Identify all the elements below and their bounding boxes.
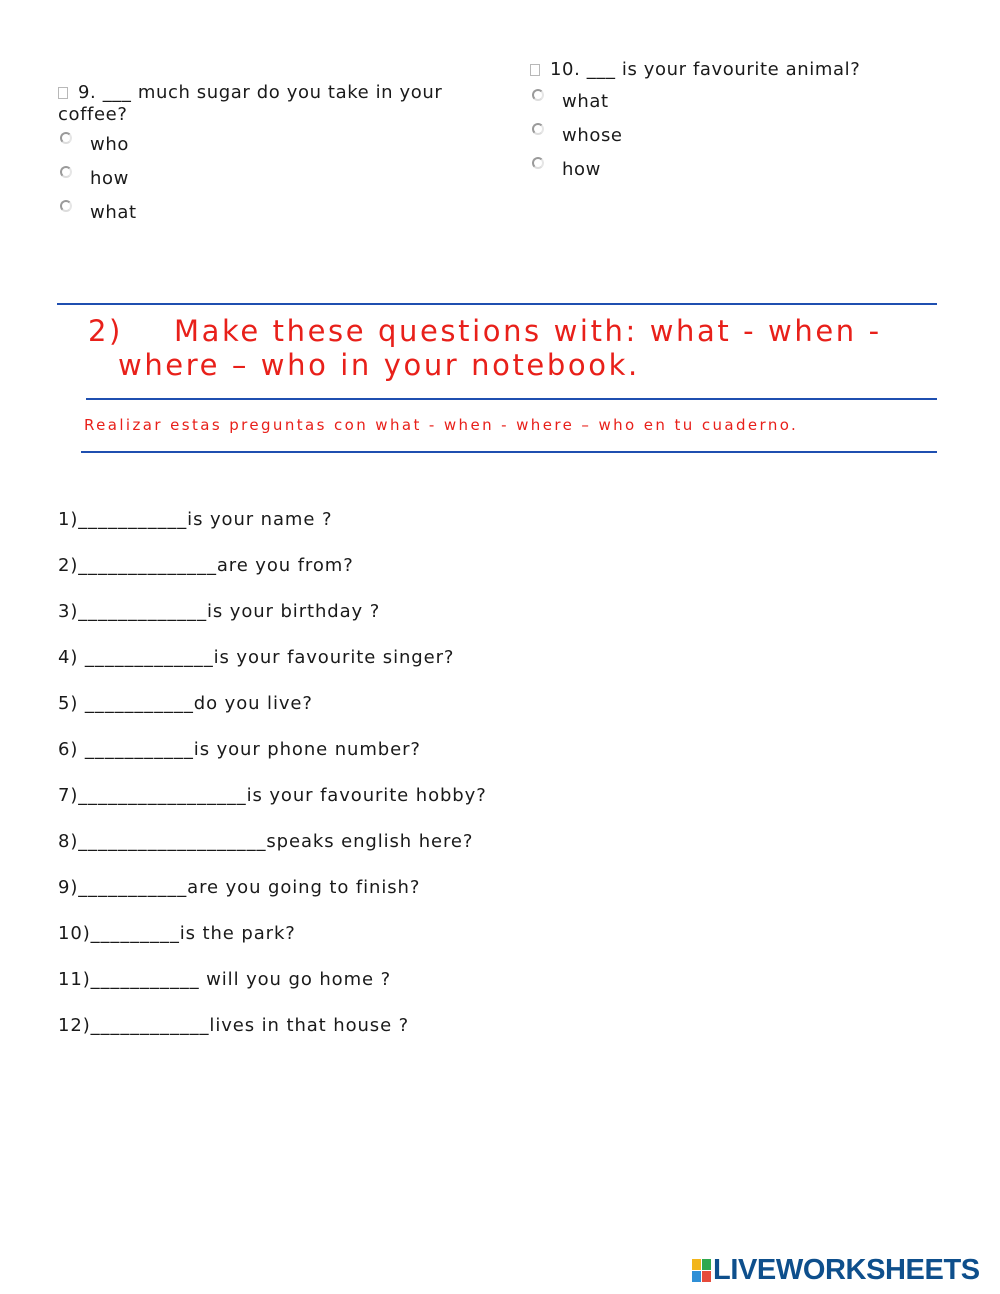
option-q10-2[interactable] <box>530 125 950 159</box>
divider-bottom <box>81 451 937 453</box>
exercise-item-4: 4) _____________is your favourite singer? <box>58 647 455 668</box>
exercise-item-12: 12)____________lives in that house ? <box>58 1015 410 1036</box>
question-9-text: 9. ___ much sugar do you take in your coffee? <box>58 82 443 125</box>
exercise-item-5: 5) ___________do you live? <box>58 693 313 714</box>
option-q9-3[interactable] <box>58 202 478 236</box>
radio-icon[interactable] <box>532 123 544 135</box>
checkbox-icon <box>58 87 68 99</box>
exercise-item-10: 10)_________is the park? <box>58 923 296 944</box>
radio-icon[interactable] <box>60 166 72 178</box>
option-q10-3[interactable] <box>530 159 950 193</box>
question-10-stem <box>530 59 950 81</box>
option-label: how <box>90 168 129 189</box>
exercise-item-6: 6) ___________is your phone number? <box>58 739 421 760</box>
divider-middle <box>86 398 937 400</box>
exercise-item-2: 2)______________are you from? <box>58 555 354 576</box>
option-q9-1[interactable] <box>58 134 478 168</box>
exercise-item-3: 3)_____________is your birthday ? <box>58 601 381 622</box>
question-9-stem <box>58 82 478 126</box>
radio-icon[interactable] <box>60 132 72 144</box>
exercise-item-7: 7)_________________is your favourite hobby? <box>58 785 487 806</box>
section-title-line2: where – who in your notebook. <box>118 348 640 382</box>
option-label: who <box>90 134 129 155</box>
section-title <box>88 314 888 382</box>
question-10 <box>530 59 950 193</box>
checkbox-icon <box>530 64 540 76</box>
radio-icon[interactable] <box>60 200 72 212</box>
option-label: whose <box>562 125 623 146</box>
logo-square <box>702 1271 711 1282</box>
exercise-item-11: 11)___________ will you go home ? <box>58 969 392 990</box>
exercise-item-1: 1)___________is your name ? <box>58 509 333 530</box>
section-number: 2) <box>88 314 123 348</box>
liveworksheets-logo <box>692 1253 980 1286</box>
logo-square <box>702 1259 711 1270</box>
logo-text: LIVEWORKSHEETS <box>713 1253 980 1286</box>
option-label: how <box>562 159 601 180</box>
option-label: what <box>562 91 609 112</box>
option-q9-2[interactable] <box>58 168 478 202</box>
question-9 <box>58 82 478 236</box>
radio-icon[interactable] <box>532 89 544 101</box>
section-title-line1: Make these questions with: what - when - <box>174 314 882 348</box>
logo-square <box>692 1259 701 1270</box>
option-q10-1[interactable] <box>530 91 950 125</box>
logo-icon <box>692 1259 711 1282</box>
logo-square <box>692 1271 701 1282</box>
exercise-list <box>58 509 487 1061</box>
section-subtitle: Realizar estas preguntas con what - when - where – who en tu cuaderno. <box>84 416 799 434</box>
option-label: what <box>90 202 137 223</box>
exercise-item-8: 8)___________________speaks english here? <box>58 831 474 852</box>
divider-top <box>57 303 937 305</box>
question-10-text: 10. ___ is your favourite animal? <box>550 59 861 80</box>
radio-icon[interactable] <box>532 157 544 169</box>
exercise-item-9: 9)___________are you going to finish? <box>58 877 421 898</box>
